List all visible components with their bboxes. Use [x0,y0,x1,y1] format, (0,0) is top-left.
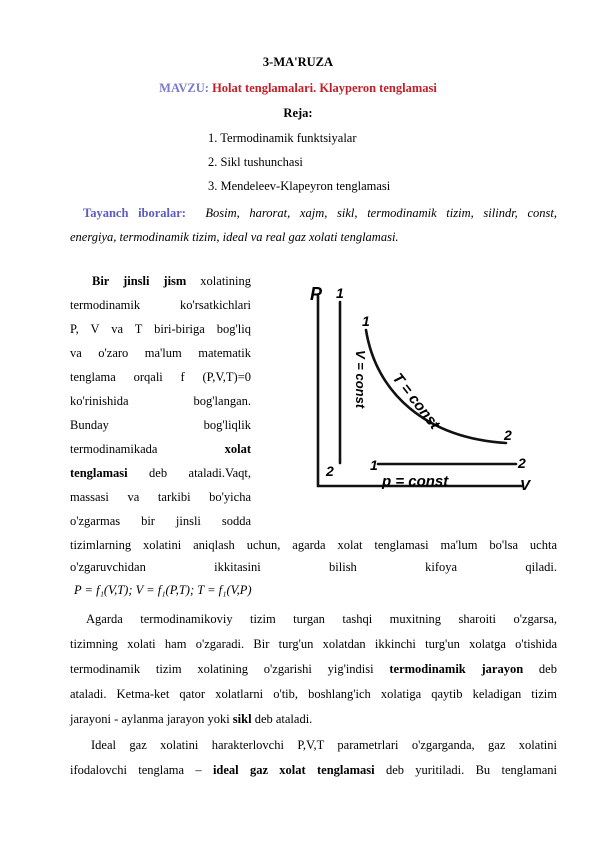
para2-text-3b: termodinamik jarayon [389,662,524,676]
term-bold: Bir jinsli jism [92,274,187,288]
para3-text-2c: deb yuritiladi. Bu tenglamani [374,763,558,777]
state-formula: P = f₁(V,T); V = f₁(P,T); T = f₁(V,P) [74,583,252,597]
para2-text-3a: termodinamik tizim xolatining o'zgarishi yig'indisi [70,662,390,676]
lecture-title: 3-MA'RUZA [262,55,334,69]
para2-text-5a: jarayoni - aylanma jarayon yoki [70,712,233,726]
para1-text-8b: xolat [224,442,251,456]
para1-line-4: va o'zaro ma'lum matematik [70,346,251,360]
isobar-point-1: 1 [370,457,378,473]
plan-item-1: 1. Termodinamik funktsiyalar [208,131,357,145]
para1-line-2: termodinamik ko'rsatkichlari [70,298,251,312]
para1-line-11: o'zgarmas bir jinsli sodda [70,514,251,528]
keywords-text-1: Bosim, harorat, xajm, sikl, termodinamik tizim, silindr, const, [205,206,557,220]
para3-line-1: Ideal gaz xolatini harakterlovchi P,V,T parametrlari o'zgarganda, gaz xolatini [91,738,557,752]
isochore-point-2: 2 [326,463,334,479]
para2-text-5b: sikl [232,712,252,726]
keywords-label: Tayanch iboralar: [83,206,186,220]
topic-text: Holat tenglamalari. Klayperon tenglamasi [212,81,437,95]
topic-line [0,81,596,96]
isotherm-point-2: 2 [504,427,512,443]
isotherm-label: T = const [388,369,444,433]
axes [318,296,522,486]
para1-line-5: tenglama orqali f (P,V,T)=0 [70,370,251,384]
para1-text-1: xolatining [200,274,251,288]
para2-line-5 [70,712,557,727]
isochore-point-1: 1 [336,285,344,301]
para1-text-8a: termodinamikada [70,442,158,456]
isobar-point-2: 2 [518,455,526,471]
para1-line-10: massasi va tarkibi bo'yicha [70,490,251,504]
keywords-line-2: energiya, termodinamik tizim, ideal va real gaz xolati tenglamasi. [70,230,399,244]
plan-heading: Reja: [283,106,313,120]
para1-line-9 [70,466,251,481]
para1-line-12: tizimlarning xolatini aniqlash uchun, agarda xolat tenglamasi ma'lum bo'lsa uchta [70,538,557,552]
keywords-line-1 [83,206,557,221]
para1-line-1 [92,274,251,289]
topic-label: MAVZU: [159,81,209,95]
plan-item-2: 2. Sikl tushunchasi [208,155,303,169]
para2-line-2: tizimning xolati ham o'zgaradi. Bir turg'un xolatdan ikkinchi turg'un xolatga o'tishida [70,637,557,651]
axis-p-label: P [310,284,323,304]
para1-line-8 [70,442,251,457]
para1-line-7: Bunday bog'liqlik [70,418,251,432]
isobar-label: p = const [382,473,449,490]
para3-text-2b: ideal gaz xolat tenglamasi [212,763,375,777]
pv-diagram [296,278,558,514]
para2-line-4: ataladi. Ketma-ket qator xolatlarni o'tib, boshlang'ich xolatiga qaytib keladigan tizim [70,687,557,701]
isochore-label: V = const [353,350,368,409]
para1-line-13: o'zgaruvchidan ikkitasini bilish kifoya qiladi. [70,560,557,574]
para1-text-9a: tenglamasi [70,466,128,480]
para3-line-2 [70,763,557,778]
para2-text-3c: deb [523,662,557,676]
para1-line-6: ko'rinishida bog'langan. [70,394,251,408]
isotherm-point-1: 1 [362,313,370,329]
axis-v-label: V [520,477,531,494]
para3-text-2a: ifodalovchi tenglama – [70,763,213,777]
para2-line-1: Agarda termodinamikoviy tizim turgan tashqi muxitning sharoiti o'zgarsa, [86,612,557,626]
para1-line-3: P, V va T biri-biriga bog'liq [70,322,251,336]
para2-text-5c: deb ataladi. [251,712,313,726]
para1-text-9b: deb ataladi.Vaqt, [127,466,251,480]
para2-line-3 [70,662,557,677]
plan-item-3: 3. Mendeleev-Klapeyron tenglamasi [208,179,391,193]
